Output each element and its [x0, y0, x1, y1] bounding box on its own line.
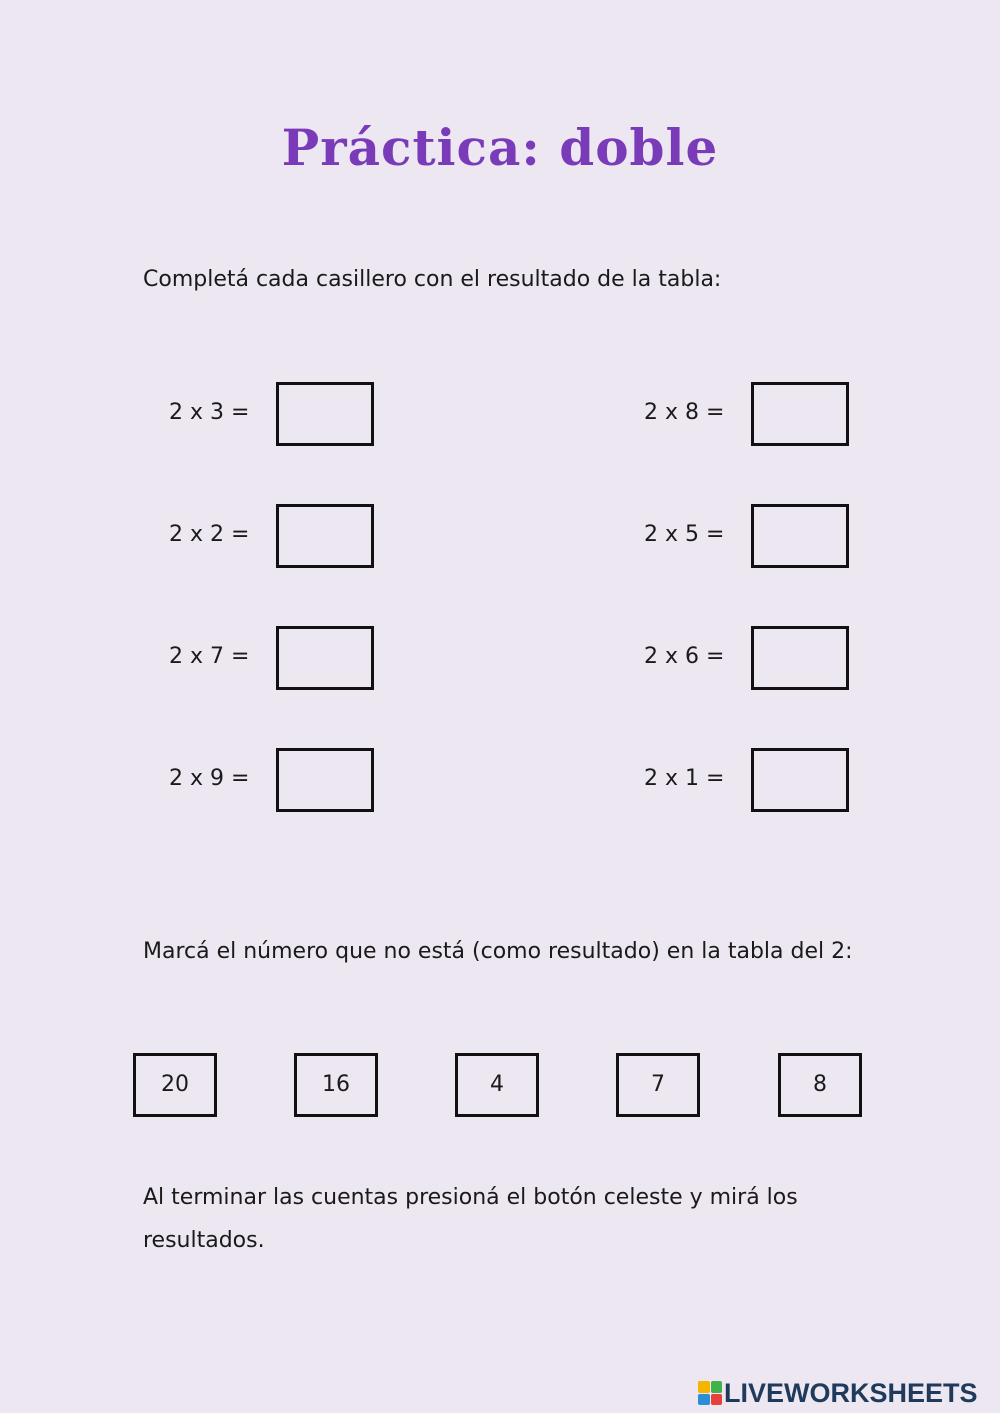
choice-option[interactable]: 7: [616, 1053, 700, 1117]
brand-name: LIVEWORKSHEETS: [724, 1377, 978, 1408]
choice-option[interactable]: 4: [455, 1053, 539, 1117]
answer-input[interactable]: [751, 504, 849, 568]
exercise-expression: 2 x 6 =: [644, 644, 725, 669]
exercise-expression: 2 x 9 =: [169, 766, 250, 791]
liveworksheets-logo-icon: [698, 1381, 722, 1405]
choice-option[interactable]: 20: [133, 1053, 217, 1117]
exercise-row: [169, 626, 409, 688]
exercise-expression: 2 x 5 =: [644, 522, 725, 547]
exercise-expression: 2 x 8 =: [644, 400, 725, 425]
exercise-row: [644, 504, 884, 566]
answer-input[interactable]: [751, 382, 849, 446]
exercise-row: [169, 382, 409, 444]
exercise-row: [169, 504, 409, 566]
exercise-expression: 2 x 7 =: [169, 644, 250, 669]
instruction-finish: Al terminar las cuentas presioná el botón celeste y mirá los resultados.: [143, 1185, 798, 1253]
answer-input[interactable]: [751, 626, 849, 690]
exercise-expression: 2 x 1 =: [644, 766, 725, 791]
answer-input[interactable]: [276, 626, 374, 690]
choice-option[interactable]: 8: [778, 1053, 862, 1117]
exercise-row: [644, 748, 884, 810]
answer-input[interactable]: [276, 504, 374, 568]
page-title: Práctica: doble: [281, 118, 719, 177]
instruction-complete: Completá cada casillero con el resultado de la tabla:: [143, 267, 722, 292]
liveworksheets-brand: [698, 1378, 978, 1408]
answer-input[interactable]: [276, 382, 374, 446]
exercise-expression: 2 x 2 =: [169, 522, 250, 547]
exercise-row: [644, 626, 884, 688]
choice-option[interactable]: 16: [294, 1053, 378, 1117]
instruction-mark: Marcá el número que no está (como resultado) en la tabla del 2:: [143, 939, 853, 964]
exercise-row: [644, 382, 884, 444]
answer-input[interactable]: [751, 748, 849, 812]
answer-input[interactable]: [276, 748, 374, 812]
exercise-row: [169, 748, 409, 810]
exercise-expression: 2 x 3 =: [169, 400, 250, 425]
